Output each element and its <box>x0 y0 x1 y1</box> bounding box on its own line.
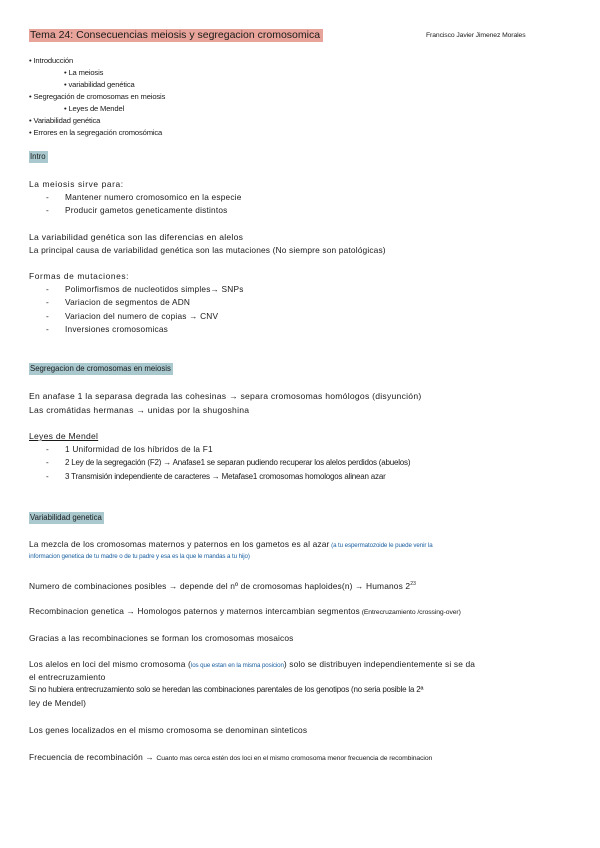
toc-item: • variabilidad genética <box>64 80 135 89</box>
list-item: - 3 Transmisión independiente de caracteres → Metafase1 cromosomas homologos alinean azar <box>46 472 386 481</box>
toc-item: • Introducción <box>29 56 74 65</box>
author-name: Francisco Javier Jimenez Morales <box>426 32 526 39</box>
toc-item: • Errores en la segregación cromosómica <box>29 128 163 137</box>
frequency-line: Frecuencia de recombinación → Cuanto mas cerca estén dos loci en el mismo cromosoma menor frecuencia de recombinacion <box>29 752 433 762</box>
list-item: - 2 Ley de la segregación (F2) → Anafase1 se separan pudiendo recuperar los alelos perdidos (abuelos) <box>46 458 411 467</box>
list-item: - Variacion del numero de copias → CNV <box>46 311 219 321</box>
chromatids-line: Las cromátidas hermanas → unidas por la shugoshina <box>29 405 250 415</box>
mix-note-line: informacion genetica de tu madre o de tu padre y esa es la que le mandas a tu hijo) <box>29 553 250 560</box>
variability-cause: La principal causa de variabilidad genética son las mutaciones (No siempre son patológicas) <box>29 245 386 255</box>
list-item: - Mantener numero cromosomico en la especie <box>46 192 242 202</box>
no-crossover-line-cont: ley de Mendel) <box>29 698 87 708</box>
list-item: - Producir gametos geneticamente distintos <box>46 205 228 215</box>
mosaic-line: Gracias a las recombinaciones se forman los cromosomas mosaicos <box>29 633 294 643</box>
toc-item: • Segregación de cromosomas en meiosis <box>29 92 166 101</box>
syntenic-line: Los genes localizados en el mismo cromosoma se denominan sinteticos <box>29 725 308 735</box>
anaphase-line: En anafase 1 la separasa degrada las cohesinas → separa cromosomas homólogos (disyunción) <box>29 391 422 401</box>
section-heading-segregation: Segregacion de cromosomas en meiosis <box>30 364 171 373</box>
list-item: - Inversiones cromosomicas <box>46 324 169 334</box>
loci-line: Los alelos en loci del mismo cromosoma (los que estan en la misma posicion) solo se distribuyen independientemente si se da <box>29 659 476 669</box>
no-crossover-line: Si no hubiera entrecruzamiento solo se heredan las combinaciones parentales de los genotipos (no seria posible la 2ª <box>29 685 424 694</box>
combinations-line: Numero de combinaciones posibles → depende del nº de cromosomas haploides(n) → Humanos $2^{23}$ <box>29 581 417 591</box>
meiosis-lead: La meiosis sirve para: <box>29 179 124 189</box>
page-title: Tema 24: Consecuencias meiosis y segregacion cromosomica <box>29 29 323 42</box>
table-of-contents <box>29 55 165 139</box>
toc-item: • La meiosis <box>64 68 104 77</box>
list-item: - 1 Uniformidad de los híbridos de la F1 <box>46 444 213 454</box>
mix-line: La mezcla de los cromosomas maternos y paternos en los gametos es al azar (a tu espermatozoide le puede venir la <box>29 539 433 549</box>
mendel-heading: Leyes de Mendel <box>29 431 99 441</box>
section-heading-variability: Variabilidad genetica <box>30 513 102 522</box>
loci-line-cont: el entrecruzamiento <box>29 672 106 682</box>
mutations-lead: Formas de mutaciones: <box>29 271 130 281</box>
variability-definition: La variabilidad genética son las diferencias en alelos <box>29 232 244 242</box>
toc-item: • Leyes de Mendel <box>64 104 125 113</box>
list-item: - Polimorfismos de nucleotidos simples→ SNPs <box>46 284 244 294</box>
list-item: - Variacion de segmentos de ADN <box>46 297 191 307</box>
toc-item: • Variabilidad genética <box>29 116 101 125</box>
section-heading-intro: Intro <box>30 152 46 161</box>
recombination-line: Recombinacion genetica → Homologos paternos y maternos intercambian segmentos (Entrecruzamiento /crossing-over) <box>29 606 461 616</box>
